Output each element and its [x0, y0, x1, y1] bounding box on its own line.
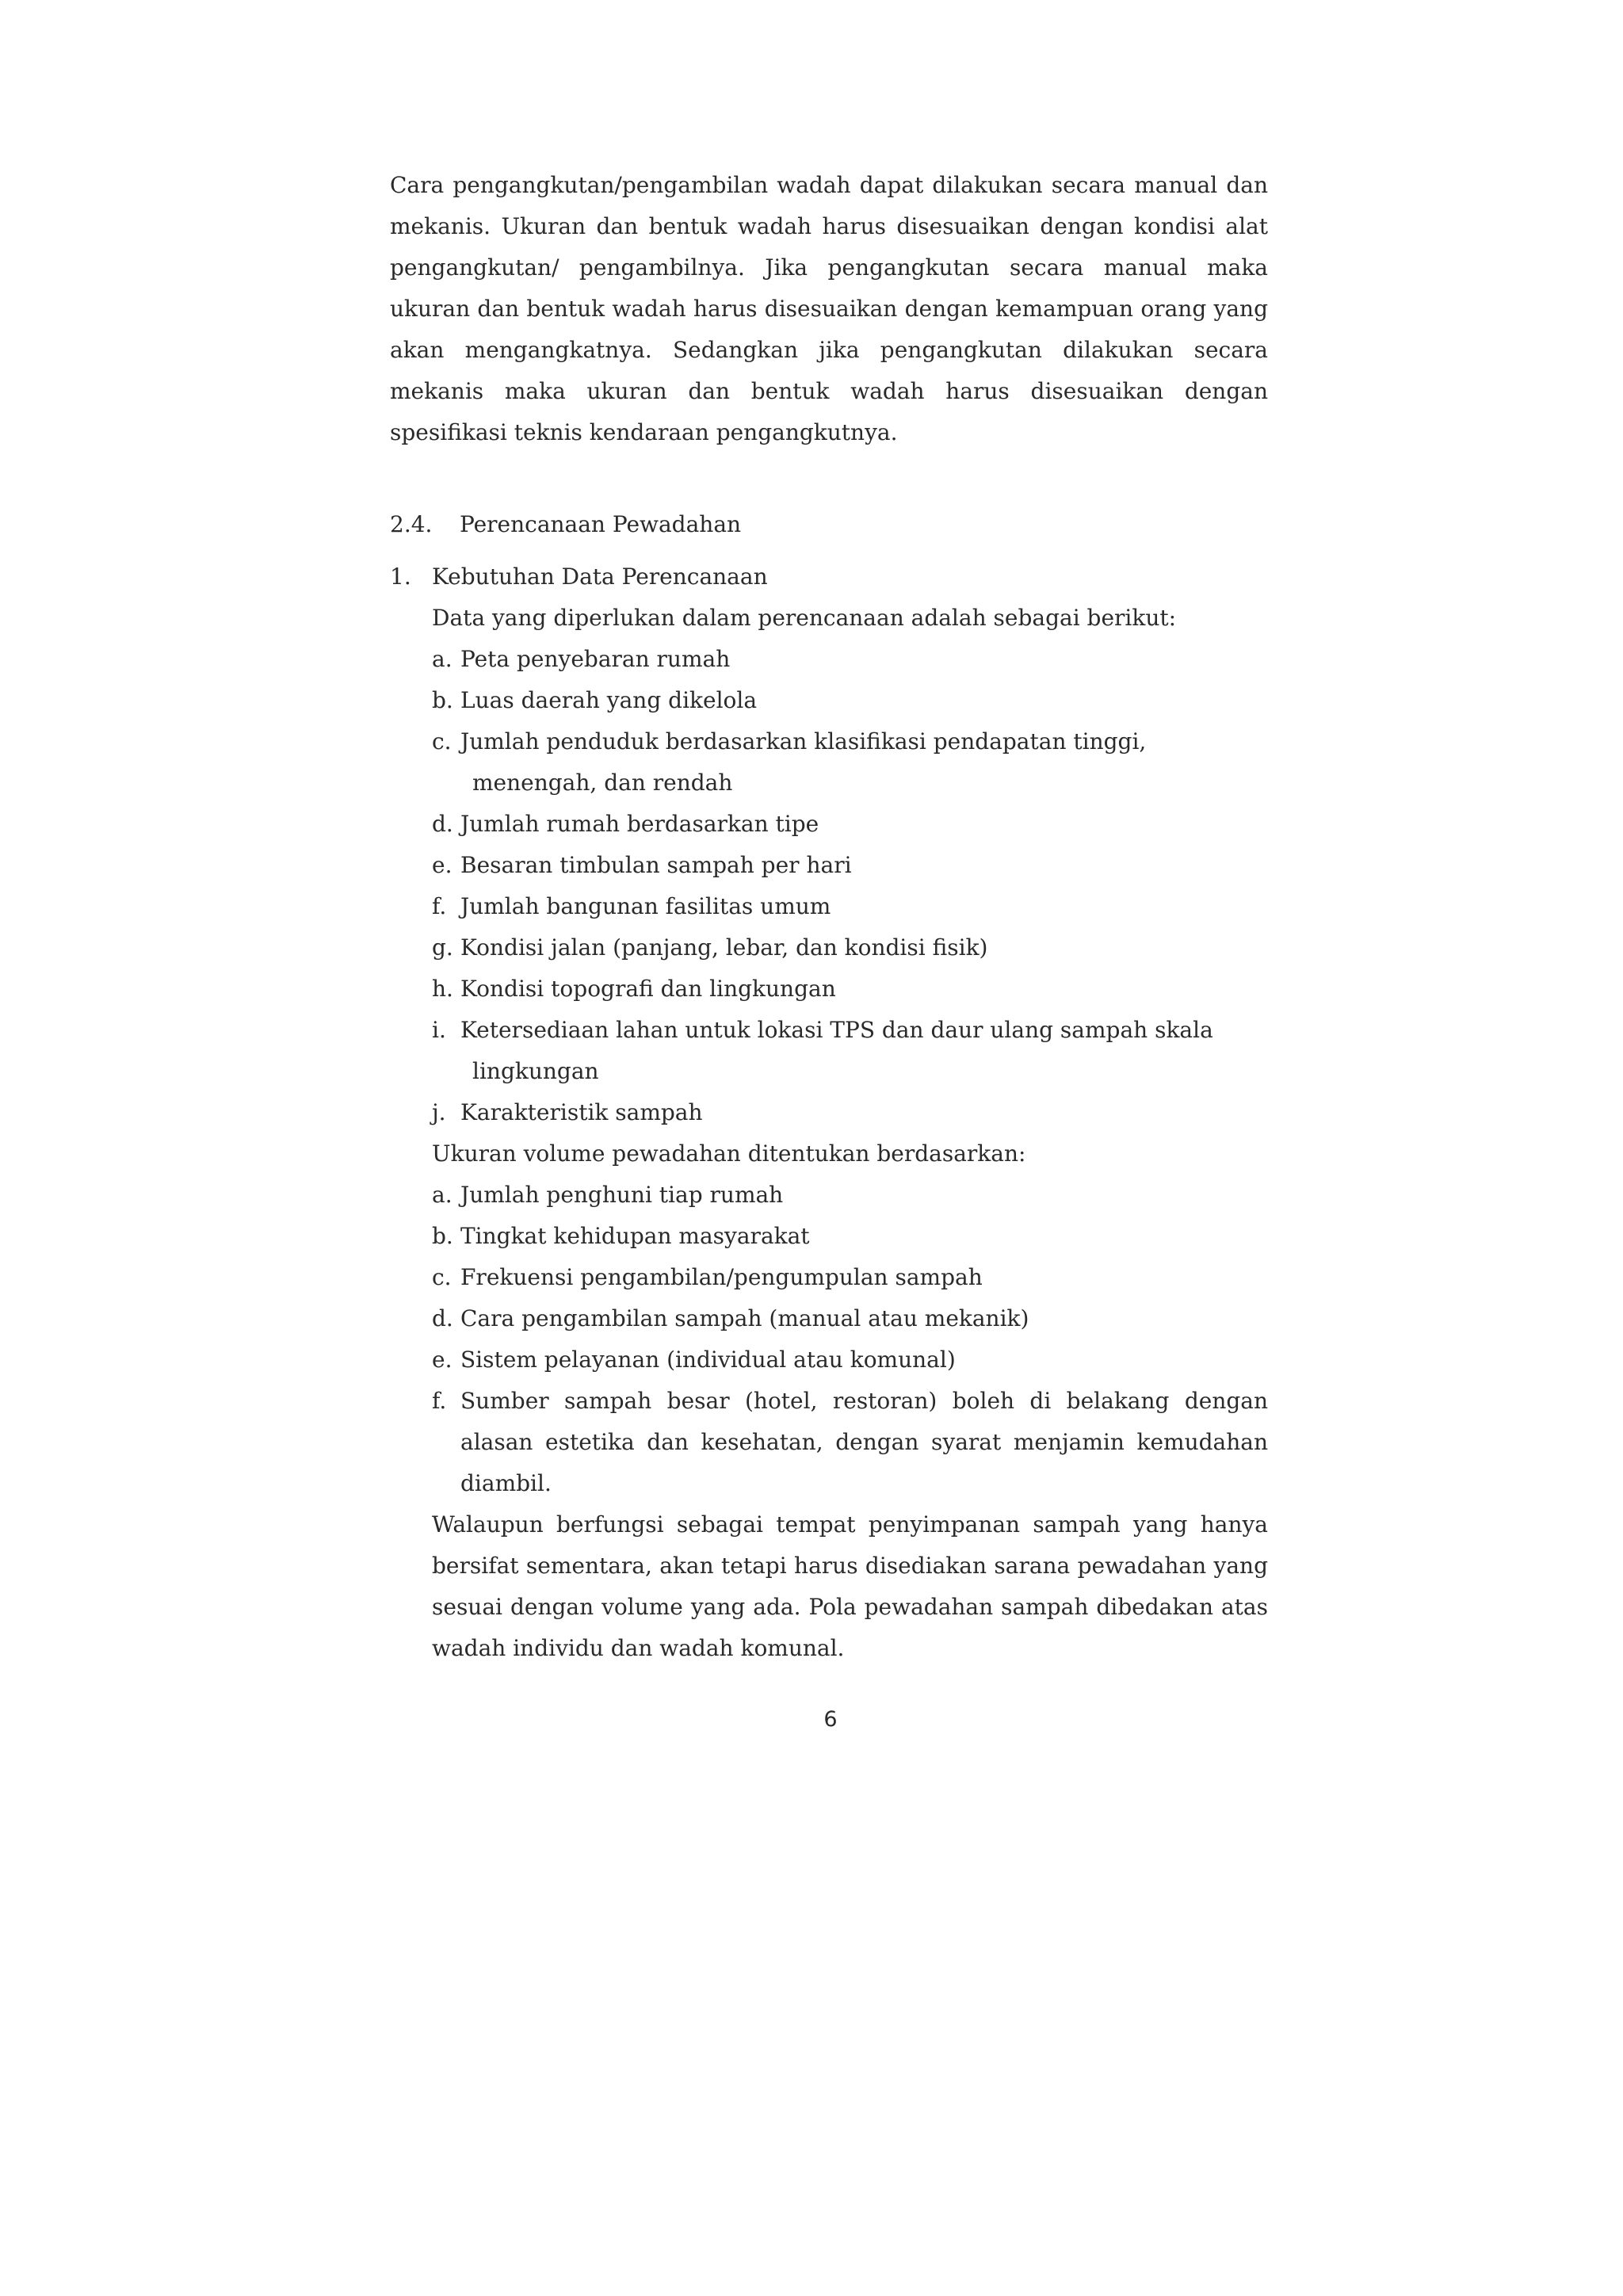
list-item-text: Luas daerah yang dikelola	[460, 687, 758, 713]
list-item	[432, 639, 1268, 680]
list-item	[432, 927, 1268, 968]
list-item	[432, 804, 1268, 845]
list-marker: d.	[432, 1305, 453, 1331]
list-item-text: Jumlah rumah berdasarkan tipe	[460, 811, 819, 837]
list-marker: j.	[432, 1099, 446, 1125]
list-item-text: Tingkat kehidupan masyarakat	[460, 1223, 810, 1249]
list-item-text: Sistem pelayanan (individual atau komunal)	[460, 1347, 956, 1373]
list-marker: f.	[432, 1388, 447, 1414]
list-item	[432, 1298, 1268, 1339]
numbered-item-1	[390, 556, 1268, 1669]
closing-paragraph: Walaupun berfungsi sebagai tempat penyimpanan sampah yang hanya bersifat sementara, akan tetapi harus disediakan sarana pewadahan yang sesuai dengan volume yang ada. Pola pewadahan sampah dibedakan atas wadah individu dan wadah komunal.	[432, 1511, 1268, 1661]
list-item	[432, 1010, 1268, 1092]
list-marker: i.	[432, 1017, 446, 1043]
intro-paragraph: Cara pengangkutan/pengambilan wadah dapat dilakukan secara manual dan mekanis. Ukuran dan bentuk wadah harus disesuaikan dengan kondisi alat pengangkutan/ pengambilnya. Jika pengangkutan secara manual maka ukuran dan bentuk wadah harus disesuaikan dengan kemampuan orang yang akan mengangkatnya. Sedangkan jika pengangkutan dilakukan secara mekanis maka ukuran dan bentuk wadah harus disesuaikan dengan spesifikasi teknis kendaraan pengangkutnya.	[390, 172, 1268, 445]
list-item	[432, 1257, 1268, 1298]
list-item-text: Frekuensi pengambilan/pengumpulan sampah	[460, 1264, 983, 1290]
list-item-text: Jumlah penghuni tiap rumah	[460, 1182, 784, 1208]
volume-list-intro: Ukuran volume pewadahan ditentukan berdasarkan:	[432, 1140, 1026, 1167]
list-marker: c.	[432, 728, 452, 755]
list-marker: a.	[432, 1182, 453, 1208]
data-list	[432, 639, 1268, 1133]
list-marker: a.	[432, 646, 453, 672]
list-item-text: Kondisi jalan (panjang, lebar, dan kondisi fisik)	[460, 934, 988, 961]
list-item-text: Sumber sampah besar (hotel, restoran) boleh di belakang dengan alasan estetika dan kesehatan, dengan syarat menjamin kemudahan diambil.	[460, 1388, 1268, 1496]
list-item	[432, 1339, 1268, 1381]
list-marker: g.	[432, 934, 453, 961]
list-marker: b.	[432, 1223, 453, 1249]
list-marker: c.	[432, 1264, 452, 1290]
section-title: Perencanaan Pewadahan	[460, 511, 742, 537]
list-marker: e.	[432, 852, 453, 878]
numbered-list	[390, 556, 1268, 1669]
numbered-item-title: Kebutuhan Data Perencanaan	[432, 563, 768, 590]
list-item	[432, 1216, 1268, 1257]
list-item	[432, 845, 1268, 886]
list-item	[432, 1175, 1268, 1216]
data-list-intro: Data yang diperlukan dalam perencanaan adalah sebagai berikut:	[432, 605, 1177, 631]
list-item-text: Kondisi topografi dan lingkungan	[460, 976, 836, 1002]
list-marker: d.	[432, 811, 453, 837]
list-marker: h.	[432, 976, 453, 1002]
volume-list	[432, 1175, 1268, 1504]
section-heading	[390, 504, 741, 545]
list-item-text: Peta penyebaran rumah	[460, 646, 731, 672]
list-item	[432, 1381, 1268, 1504]
list-item-text: Ketersediaan lahan untuk lokasi TPS dan daur ulang sampah skala	[460, 1017, 1213, 1043]
page-number: 6	[823, 1707, 838, 1732]
list-item-text: Cara pengambilan sampah (manual atau mekanik)	[460, 1305, 1029, 1331]
numbered-item-marker: 1.	[390, 563, 411, 590]
section-number: 2.4.	[390, 511, 433, 537]
list-item	[432, 1092, 1268, 1133]
list-marker: b.	[432, 687, 453, 713]
list-item-text: Jumlah penduduk berdasarkan klasifikasi pendapatan tinggi,	[460, 728, 1147, 755]
list-item	[432, 886, 1268, 927]
list-item	[432, 968, 1268, 1010]
list-item-text: Karakteristik sampah	[460, 1099, 703, 1125]
list-item	[432, 721, 1268, 804]
list-item-continuation: lingkungan	[472, 1058, 599, 1084]
list-marker: e.	[432, 1347, 453, 1373]
list-item-continuation: menengah, dan rendah	[472, 770, 733, 796]
list-item-text: Besaran timbulan sampah per hari	[460, 852, 852, 878]
list-item	[432, 680, 1268, 721]
list-item-text: Jumlah bangunan fasilitas umum	[460, 893, 831, 919]
list-marker: f.	[432, 893, 447, 919]
